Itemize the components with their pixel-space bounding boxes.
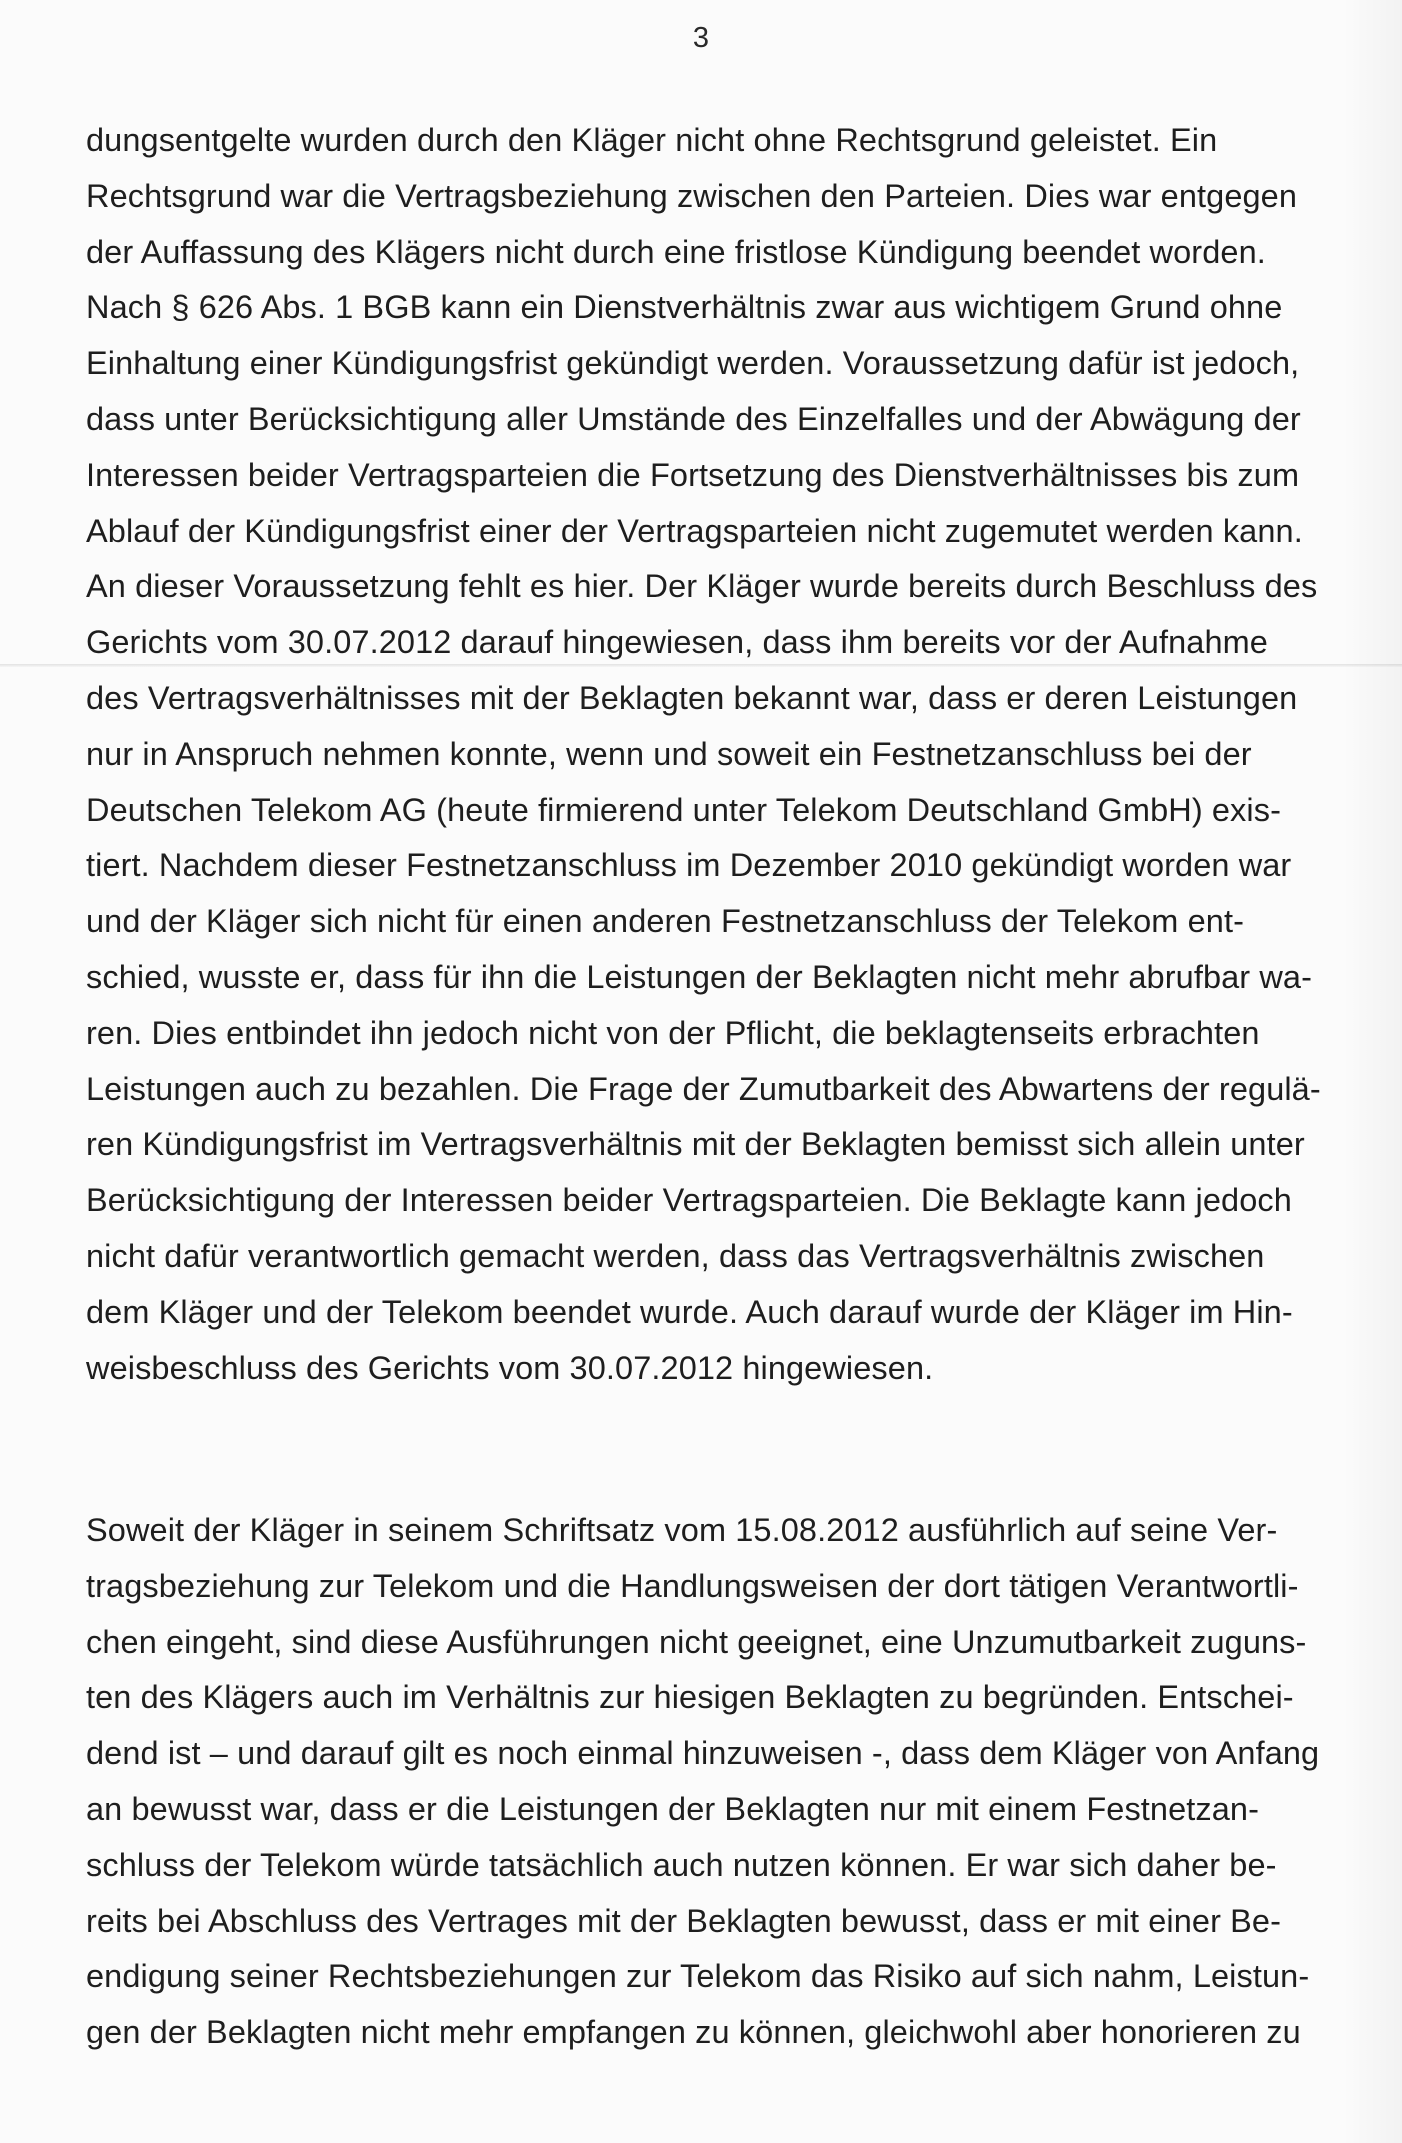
text-line: dem Kläger und der Telekom beendet wurde. Auch darauf wurde der Kläger im Hin- [86,1293,1293,1330]
paragraph-1 [86,113,1356,1396]
text-line: weisbeschluss des Gerichts vom 30.07.2012 hingewiesen. [86,1349,934,1386]
text-line: reits bei Abschluss des Vertrages mit der Beklagten bewusst, dass er mit einer Be- [86,1902,1282,1939]
text-line: der Auffassung des Klägers nicht durch eine fristlose Kündigung beendet worden. [86,233,1266,270]
text-line: dass unter Berücksichtigung aller Umstände des Einzelfalles und der Abwägung der [86,400,1301,437]
text-line: an bewusst war, dass er die Leistungen der Beklagten nur mit einem Festnetzan- [86,1790,1260,1827]
text-line: endigung seiner Rechtsbeziehungen zur Telekom das Risiko auf sich nahm, Leistun- [86,1958,1310,1995]
text-line: chen eingeht, sind diese Ausführungen nicht geeignet, eine Unzumutbarkeit zuguns- [86,1623,1307,1660]
text-line: Rechtsgrund war die Vertragsbeziehung zwischen den Parteien. Dies war entgegen [86,177,1298,214]
text-line: Einhaltung einer Kündigungsfrist gekündigt werden. Voraussetzung dafür ist jedoch, [86,345,1300,382]
paragraph-2 [86,1503,1356,2061]
text-line: An dieser Voraussetzung fehlt es hier. Der Kläger wurde bereits durch Beschluss des [86,568,1318,605]
text-line: Soweit der Kläger in seinem Schriftsatz vom 15.08.2012 ausführlich auf seine Ver- [86,1512,1278,1548]
text-line: schluss der Telekom würde tatsächlich auch nutzen können. Er war sich daher be- [86,1846,1277,1883]
text-line: und der Kläger sich nicht für einen anderen Festnetzanschluss der Telekom ent- [86,903,1244,940]
text-line: ren Kündigungsfrist im Vertragsverhältnis mit der Beklagten bemisst sich allein unter [86,1126,1305,1163]
text-line: schied, wusste er, dass für ihn die Leistungen der Beklagten nicht mehr abrufbar wa- [86,958,1313,995]
text-line: Leistungen auch zu bezahlen. Die Frage der Zumutbarkeit des Abwartens der regulä- [86,1070,1321,1107]
text-line: dungsentgelte wurden durch den Kläger nicht ohne Rechtsgrund geleistet. Ein [86,122,1218,158]
text-line: Deutschen Telekom AG (heute firmierend unter Telekom Deutschland GmbH) exis- [86,791,1281,828]
text-line: dend ist – und darauf gilt es noch einmal hinzuweisen -, dass dem Kläger von Anfang [86,1735,1320,1772]
text-line: Berücksichtigung der Interessen beider Vertragsparteien. Die Beklagte kann jedoch [86,1182,1292,1219]
text-line: des Vertragsverhältnisses mit der Beklagten bekannt war, dass er deren Leistungen [86,679,1298,716]
text-line: Gerichts vom 30.07.2012 darauf hingewiesen, dass ihm bereits vor der Aufnahme [86,624,1268,661]
text-line: nicht dafür verantwortlich gemacht werden, dass das Vertragsverhältnis zwischen [86,1237,1265,1274]
text-line: ten des Klägers auch im Verhältnis zur hiesigen Beklagten zu begründen. Entschei- [86,1679,1294,1716]
text-line: gen der Beklagten nicht mehr empfangen zu können, gleichwohl aber honorieren zu [86,2014,1301,2051]
text-line: Interessen beider Vertragsparteien die Fortsetzung des Dienstverhältnisses bis zum [86,456,1300,493]
text-line: tiert. Nachdem dieser Festnetzanschluss im Dezember 2010 gekündigt worden war [86,847,1292,884]
text-line: tragsbeziehung zur Telekom und die Handlungsweisen der dort tätigen Verantwortli- [86,1567,1299,1604]
text-line: Ablauf der Kündigungsfrist einer der Vertragsparteien nicht zugemutet werden kann. [86,512,1303,549]
page-number: 3 [692,22,710,54]
text-line: ren. Dies entbindet ihn jedoch nicht von der Pflicht, die beklagtenseits erbrachten [86,1014,1260,1051]
text-line: nur in Anspruch nehmen konnte, wenn und soweit ein Festnetzanschluss bei der [86,735,1252,772]
text-line: Nach § 626 Abs. 1 BGB kann ein Dienstverhältnis zwar aus wichtigem Grund ohne [86,289,1283,326]
